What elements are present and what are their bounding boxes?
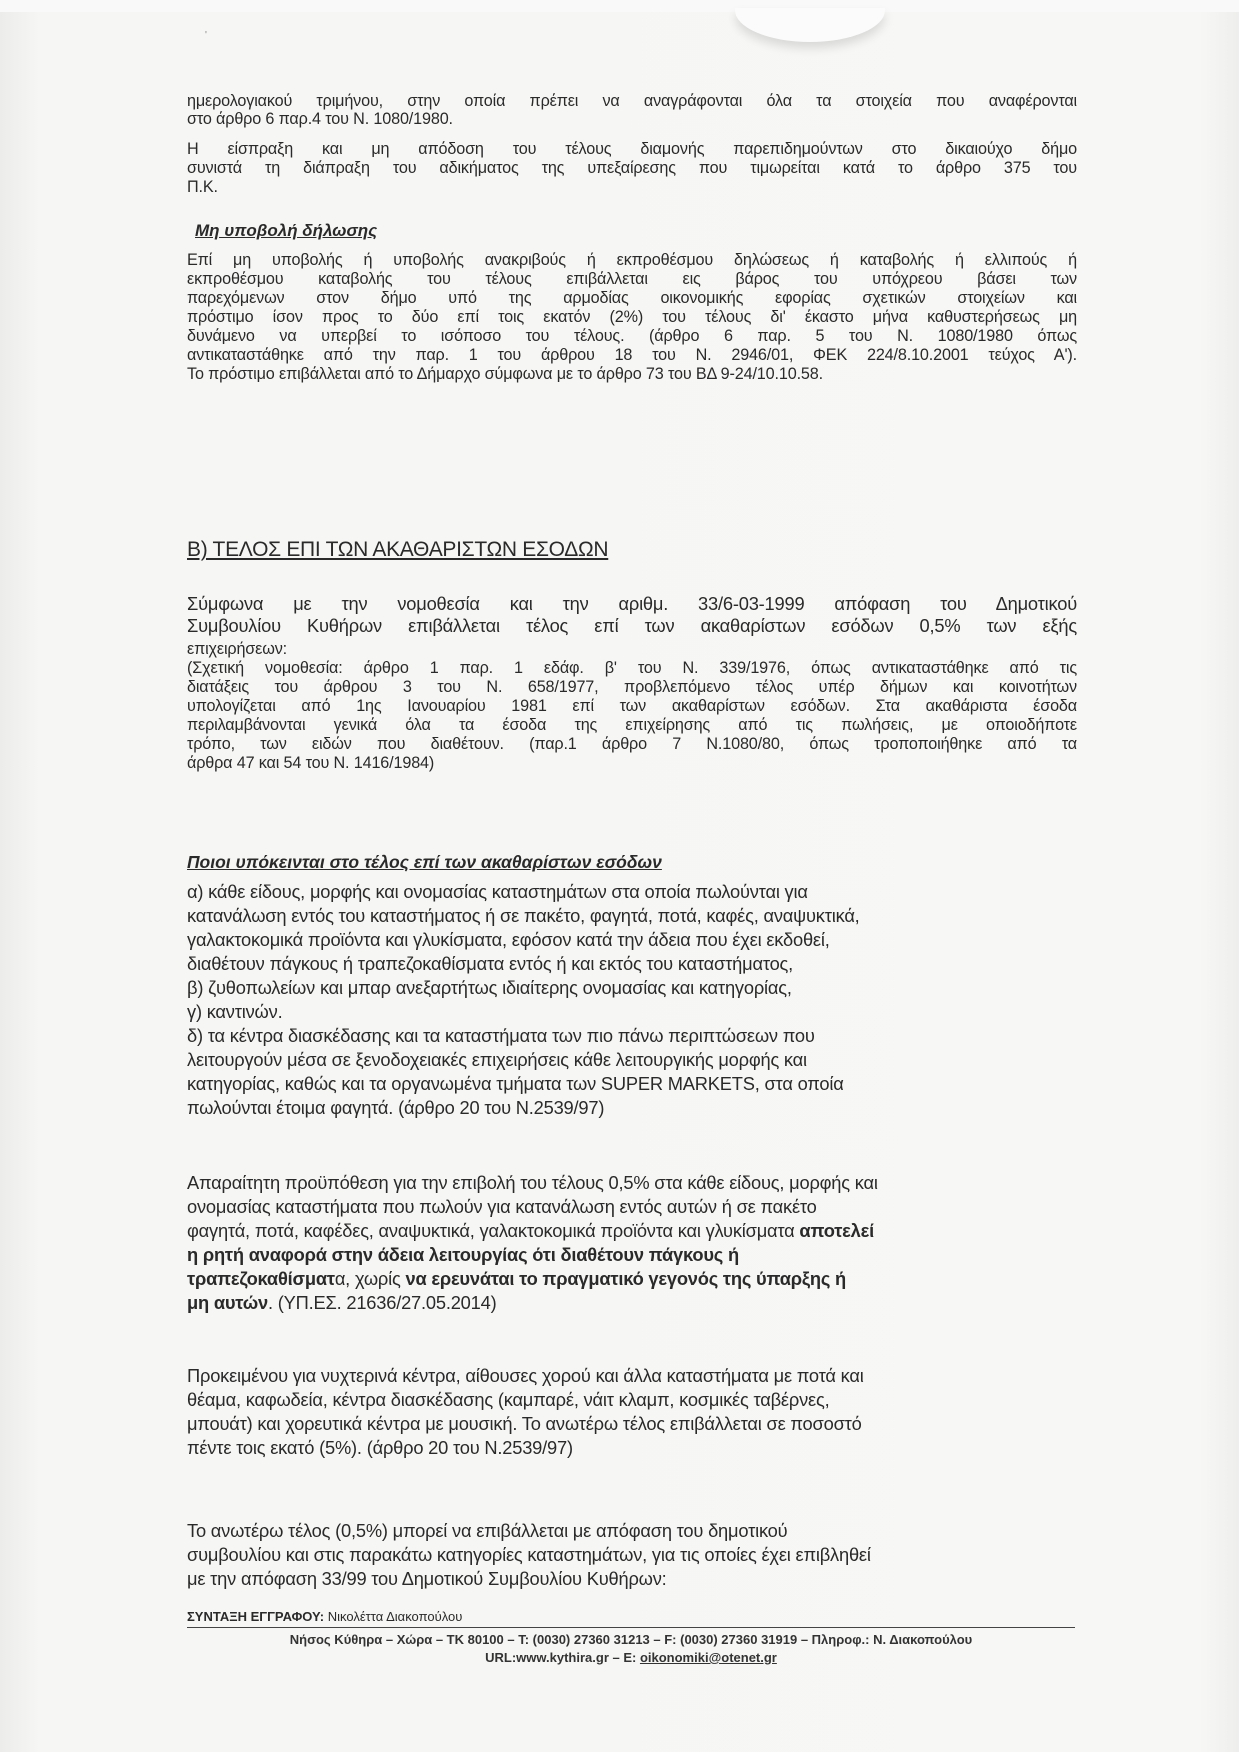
prerequisite-line (187, 1292, 1077, 1314)
footer-email-link[interactable]: oikonomiki@otenet.gr (639, 1650, 777, 1665)
paragraph-line: παρεχόμενων στον δήμο υπό της αρμοδίας οικονομικής εφορίας σχετικών στοιχείων και (187, 289, 1077, 307)
legislation-line: υπολογίζεται από 1ης Ιανουαρίου 1981 επί των ακαθαρίστων εσόδων. Στα ακαθάριστα έσοδα (187, 697, 1077, 715)
paragraph-line: Το πρόστιμο επιβάλλεται από το Δήμαρχο σύμφωνα με το άρθρο 73 του ΒΔ 9-24/10.10.58. (187, 365, 823, 383)
legislation-line: άρθρα 47 και 54 του Ν. 1416/1984) (187, 754, 435, 772)
list-line: λειτουργούν μέσα σε ξενοδοχειακές επιχειρήσεις κάθε λειτουργικής μορφής και (187, 1049, 807, 1070)
intro-line: Π.Κ. (187, 178, 218, 196)
closing-line: Το ανωτέρω τέλος (0,5%) μπορεί να επιβάλλεται με απόφαση του δημοτικού (187, 1520, 788, 1541)
intro-line: συνιστά τη διάπραξη του αδικήματος της υπεξαίρεσης που τιμωρείται κατά το άρθρο 375 του (187, 159, 1077, 177)
prerequisite-line (187, 1220, 1077, 1242)
closing-line: με την απόφαση 33/99 του Δημοτικού Συμβουλίου Κυθήρων: (187, 1568, 667, 1589)
legislation-line: διατάξεις του άρθρου 3 του Ν. 658/1977, προβλεπόμενο τέλος υπέρ δήμων και κοινοτήτων (187, 678, 1077, 696)
prerequisite-line (187, 1196, 1077, 1218)
nightlife-line: Προκειμένου για νυχτερινά κέντρα, αίθουσες χορού και άλλα καταστήματα με ποτά και (187, 1365, 864, 1386)
paper-fold-mark (735, 8, 885, 42)
nightlife-line: θέαμα, καφωδεία, κέντρα διασκέδασης (καμπαρέ, νάιτ κλαμπ, κοσμικές ταβέρνες, (187, 1389, 830, 1410)
legislation-line: (Σχετική νομοθεσία: άρθρο 1 παρ. 1 εδάφ. β' του Ν. 339/1976, όπως αντικαταστάθηκε από τις (187, 659, 1077, 677)
nightlife-line: μπουάτ) και χορευτικά κέντρα με μουσική. Το ανωτέρω τέλος επιβάλλεται σε ποσοστό (187, 1413, 862, 1434)
text: Απαραίτητη προϋπόθεση για την επιβολή του τέλους 0,5% στα κάθε είδους, μορφής και (187, 1172, 878, 1193)
paragraph-line: δυνάμενο να υπερβεί το ισόποσο του τέλους. (άρθρο 6 παρ. 5 του Ν. 1080/1980 όπως (187, 327, 1077, 345)
bold-text: να ερευνάται το πραγματικό γεγονός της ύπαρξης ή (405, 1268, 846, 1289)
paragraph-line: πρόστιμο ίσον προς το δύο επί τοις εκατόν (2%) του τέλους δι' έκαστο μήνα καθυστερήσεως μη (187, 308, 1077, 326)
heading-section-b: Β) ΤΕΛΟΣ ΕΠΙ ΤΩΝ ΑΚΑΘΑΡΙΣΤΩΝ ΕΣΟΔΩΝ (187, 538, 609, 561)
bold-text: η ρητή αναφορά στην άδεια λειτουργίας ότι διαθέτουν πάγκους ή (187, 1244, 739, 1265)
prerequisite-line (187, 1268, 1077, 1290)
list-line: γ) καντινών. (187, 1001, 283, 1022)
list-line: β) ζυθοπωλείων και μπαρ ανεξαρτήτως ιδιαίτερης ονομασίας και κατηγορίας, (187, 977, 792, 998)
paragraph-line: επιχειρήσεων: (187, 640, 287, 658)
paragraph-line: Επί μη υποβολής ή υποβολής ανακριβούς ή εκπροθέσμου δηλώσεως ή καταβολής ή ελλιπούς ή (187, 251, 1077, 269)
text: φαγητά, ποτά, καφέδες, αναψυκτικά, γαλακτοκομικά προϊόντα και γλυκίσματα (187, 1220, 800, 1241)
top-mark: ' (205, 30, 207, 41)
text: χωρίς (354, 1268, 406, 1289)
author-label: ΣΥΝΤΑΞΗ ΕΓΓΡΑΦΟΥ: (187, 1609, 325, 1624)
text: . (ΥΠ.ΕΣ. 21636/27.05.2014) (267, 1292, 497, 1313)
footer-contact (187, 1650, 1075, 1665)
paragraph-line: Συμβουλίου Κυθήρων επιβάλλεται τέλος επί των ακαθαρίστων εσόδων 0,5% των εξής (187, 615, 1077, 636)
list-line: γαλακτοκομικά προϊόντα και γλυκίσματα, εφόσον κατά την άδεια που έχει εκδοθεί, (187, 929, 830, 950)
list-line: κατανάλωση εντός του καταστήματος ή σε πακέτο, φαγητά, ποτά, καφές, αναψυκτικά, (187, 905, 860, 926)
bold-text: μη αυτών (187, 1292, 268, 1313)
text: α, (334, 1268, 355, 1289)
text: ονομασίας καταστήματα που πωλούν για κατανάλωση εντός αυτών ή σε πακέτο (187, 1196, 817, 1217)
footer-address: Νήσος Κύθηρα – Χώρα – ΤΚ 80100 – Τ: (0030) 27360 31213 – F: (0030) 27360 31919 – Πληροφ.: Ν. Διακοπούλου (289, 1632, 973, 1647)
prerequisite-line (187, 1244, 1077, 1266)
intro-line: Η είσπραξη και μη απόδοση του τέλους διαμονής παρεπιδημούντων στο δικαιούχο δήμο (187, 140, 1077, 158)
prerequisite-line (187, 1172, 1077, 1194)
list-line: πωλούνται έτοιμα φαγητά. (άρθρο 20 του Ν.2539/97) (187, 1097, 605, 1118)
nightlife-line: πέντε τοις εκατό (5%). (άρθρο 20 του Ν.2539/97) (187, 1437, 573, 1458)
intro-line: στο άρθρο 6 παρ.4 του Ν. 1080/1980. (187, 110, 453, 128)
list-line: δ) τα κέντρα διασκέδασης και τα καταστήματα των πιο πάνω περιπτώσεων που (187, 1025, 815, 1046)
list-line: α) κάθε είδους, μορφής και ονομασίας καταστημάτων στα οποία πωλούνται για (187, 881, 808, 902)
legislation-line: περιλαμβάνονται γενικά όλα τα έσοδα της επιχείρησης από τις πωλήσεις, με οποιοδήποτε (187, 716, 1077, 734)
closing-line: συμβουλίου και στις παρακάτω κατηγορίες καταστημάτων, για τις οποίες έχει επιβληθεί (187, 1544, 871, 1565)
page-top-edge (0, 0, 1239, 12)
document-author (187, 1609, 462, 1624)
heading-non-submission: Μη υποβολή δήλωσης (195, 221, 378, 240)
heading-subject: Ποιοι υπόκεινται στο τέλος επί των ακαθαρίστων εσόδων (187, 852, 662, 872)
intro-line: ημερολογιακού τριμήνου, στην οποία πρέπει να αναγράφονται όλα τα στοιχεία που αναφέρονται (187, 92, 1077, 110)
paragraph-line: Σύμφωνα με την νομοθεσία και την αριθμ. 33/6-03-1999 απόφαση του Δημοτικού (187, 593, 1077, 614)
bold-text: τραπεζοκαθίσματ (187, 1268, 335, 1289)
list-line: κατηγορίας, καθώς και τα οργανωμένα τμήματα των SUPER MARKETS, στα οποία (187, 1073, 844, 1094)
footer-url: URL:www.kythira.gr – E: (485, 1650, 640, 1665)
footer-divider (187, 1627, 1075, 1628)
paragraph-line: αντικαταστάθηκε από την παρ. 1 του άρθρου 18 του Ν. 2946/01, ΦΕΚ 224/8.10.2001 τεύχος Α'). (187, 346, 1077, 364)
legislation-line: τρόπο, των ειδών που διαθέτουν. (παρ.1 άρθρο 7 Ν.1080/80, όπως τροποποιήθηκε από τα (187, 735, 1077, 753)
author-name: Νικολέττα Διακοπούλου (327, 1609, 463, 1624)
paragraph-line: εκπροθέσμου καταβολής του τέλους επιβάλλεται εις βάρος του υπόχρεου βάσει των (187, 270, 1077, 288)
bold-text: αποτελεί (799, 1220, 874, 1241)
list-line: διαθέτουν πάγκους ή τραπεζοκαθίσματα εντός ή και εκτός του καταστήματος, (187, 953, 794, 974)
